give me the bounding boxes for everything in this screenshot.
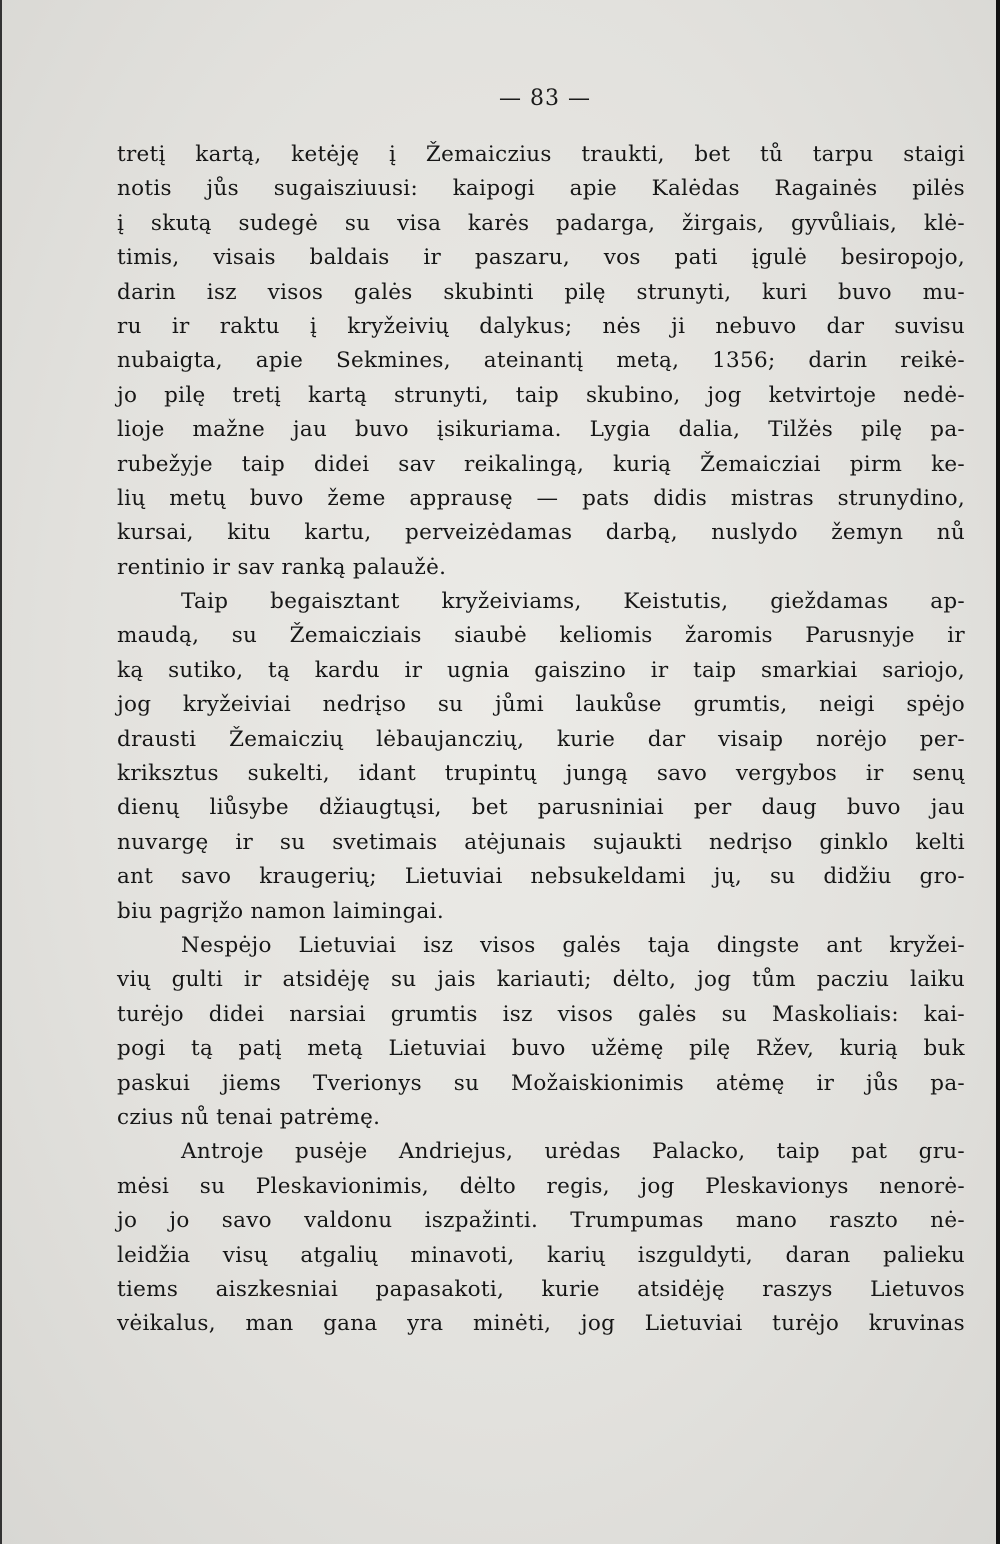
page-right-edge (996, 0, 1000, 1544)
paragraph-start-line: Taip begaisztant kryžeiviams, Keistutis, gieždamas ap- (181, 589, 965, 615)
text-line: vėikalus, man gana yra minėti, jog Lietuviai turėjo kruvinas (117, 1311, 965, 1337)
text-line: timis, visais baldais ir paszaru, vos pati įgulė besiropojo, (117, 245, 965, 271)
text-line: ru ir raktu į kryžeivių dalykus; nės ji nebuvo dar suvisu (117, 313, 965, 339)
text-line: kriksztus sukelti, idant trupintų jungą savo vergybos ir senų (117, 761, 965, 787)
text-line: lių metų buvo žeme apprausę — pats didis mistras strunydino, (117, 485, 965, 511)
text-line: į skutą sudegė su visa karės padarga, žirgais, gyvůliais, klė- (117, 210, 965, 236)
text-line: notis jůs sugaisziuusi: kaipogi apie Kalėdas Ragainės pilės (117, 176, 965, 202)
paragraph-end-line: rentinio ir sav ranką palaužė. (117, 554, 447, 580)
text-line: jo pilę tretį kartą strunyti, taip skubino, jog ketvirtoje nedė- (117, 382, 965, 408)
text-line: tiems aiszkesniai papasakoti, kurie atsidėję raszys Lietuvos (117, 1276, 965, 1302)
text-line: tretį kartą, ketėję į Žemaiczius traukti, bet tů tarpu staigi (117, 142, 965, 167)
paragraph-end-line: biu pagrįžo namon laimingai. (117, 898, 444, 924)
text-line: jo jo savo valdonu iszpažinti. Trumpumas mano raszto nė- (117, 1208, 965, 1234)
text-line: ką sutiko, tą kardu ir ugnia gaiszino ir taip smarkiai sariojo, (117, 657, 965, 683)
text-line: lioje mažne jau buvo įsikuriama. Lygia dalia, Tilžės pilę pa- (117, 417, 965, 443)
text-line: kursai, kitu kartu, perveizėdamas darbą, nuslydo žemyn nů (117, 520, 965, 546)
text-line: dienų liůsybe džiaugtųsi, bet parusniniai per daug buvo jau (117, 795, 965, 821)
text-line: ant savo kraugerių; Lietuviai nebsukeldami jų, su didžiu gro- (117, 864, 965, 890)
body-text (117, 138, 965, 1342)
text-line: nubaigta, apie Sekmines, ateinantį metą, 1356; darin reikė- (117, 348, 965, 374)
text-line: turėjo didei narsiai grumtis isz visos galės su Maskoliais: kai- (117, 1001, 965, 1027)
paragraph-end-line: czius nů tenai patrėmę. (117, 1104, 381, 1130)
text-line: paskui jiems Tverionys su Možaiskionimis atėmę ir jůs pa- (117, 1070, 965, 1096)
text-line: rubežyje taip didei sav reikalingą, kurią Žemaicziai pirm ke- (117, 451, 965, 477)
page-number: — 83 — (499, 86, 591, 111)
text-line: leidžia visų atgalių minavoti, karių iszguldyti, daran palieku (117, 1242, 965, 1268)
text-line: mėsi su Pleskavionimis, dėlto regis, jog Pleskavionys nenorė- (117, 1173, 965, 1199)
text-line: drausti Žemaiczių lėbaujanczių, kurie dar visaip norėjo per- (117, 726, 965, 752)
text-line: pogi tą patį metą Lietuviai buvo užėmę pilę Ržev, kurią buk (117, 1036, 965, 1062)
paragraph-start-line: Antroje pusėje Andriejus, urėdas Palacko, taip pat gru- (181, 1139, 965, 1165)
paragraph-start-line: Nespėjo Lietuviai isz visos galės taja dingste ant kryžei- (181, 932, 965, 958)
text-line: vių gulti ir atsidėję su jais kariauti; dėlto, jog tům pacziu laiku (117, 967, 965, 993)
text-line: jog kryžeiviai nedrįso su jůmi laukůse grumtis, neigi spėjo (117, 692, 965, 718)
text-line: nuvargę ir su svetimais atėjunais sujaukti nedrįso ginklo kelti (117, 829, 965, 855)
page-left-edge (0, 0, 2, 1544)
text-line: maudą, su Žemaicziais siaubė keliomis žaromis Parusnyje ir (117, 623, 965, 649)
text-line: darin isz visos galės skubinti pilę strunyti, kuri buvo mu- (117, 279, 965, 305)
